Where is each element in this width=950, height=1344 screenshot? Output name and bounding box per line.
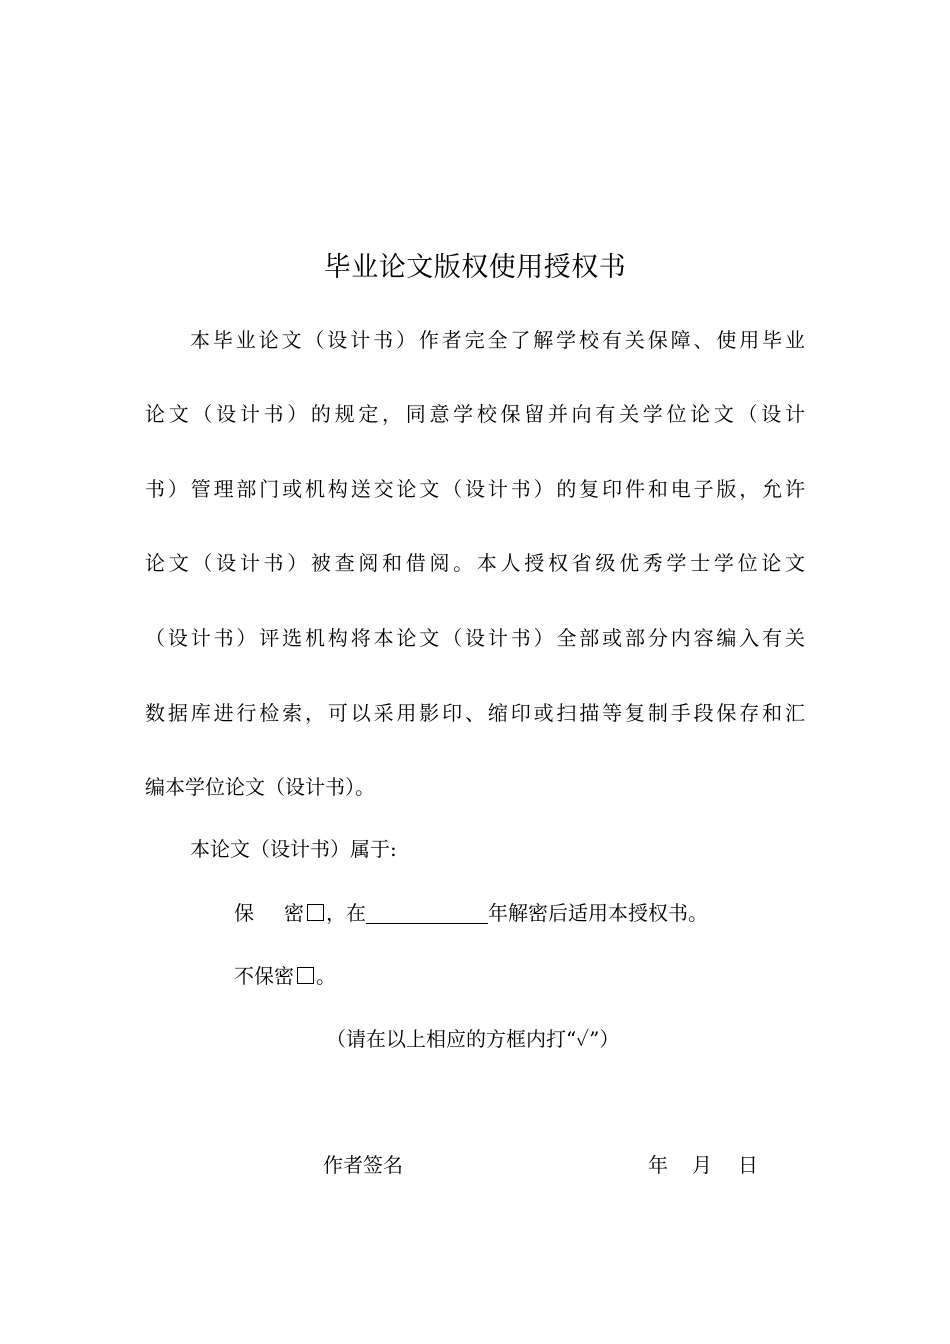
signature-day-label: 日: [738, 1153, 758, 1177]
option-secret-tail: 年解密后适用本授权书。: [488, 901, 708, 925]
paragraph-line-1: 本毕业论文（设计书）作者完全了解学校有关保障、使用毕业: [190, 328, 805, 352]
belongs-to-label: 本论文（设计书）属于:: [190, 837, 397, 861]
option-not-secret-label: 不保密: [234, 964, 294, 988]
unseal-year-blank[interactable]: [366, 901, 488, 924]
paragraph-line-2: 论文（设计书）的规定，同意学校保留并向有关学位论文（设计: [145, 402, 805, 426]
document-title: 毕业论文版权使用授权书: [323, 252, 627, 283]
paragraph-line-4: 论文（设计书）被查阅和借阅。本人授权省级优秀学士学位论文: [145, 551, 805, 575]
paragraph-line-5: （设计书）评选机构将本论文（设计书）全部或部分内容编入有关: [145, 626, 805, 650]
secret-checkbox[interactable]: [307, 904, 324, 921]
option-secret-label-a: 保: [234, 901, 254, 925]
checkmark-instruction: （请在以上相应的方框内打“✓”）: [326, 1027, 620, 1051]
paragraph-line-7: 编本学位论文（设计书）。: [145, 775, 375, 799]
option-not-secret-row: [234, 961, 336, 991]
option-secret-row: [234, 898, 708, 928]
not-secret-checkbox[interactable]: [297, 967, 314, 984]
paragraph-line-3: 书）管理部门或机构送交论文（设计书）的复印件和电子版，允许: [145, 477, 805, 501]
signature-year-label: 年: [648, 1153, 668, 1177]
signature-month-label: 月: [692, 1153, 712, 1177]
paragraph-line-6: 数据库进行检索，可以采用影印、缩印或扫描等复制手段保存和汇: [145, 701, 805, 725]
option-secret-after-box: ，在: [326, 901, 366, 925]
option-not-secret-tail: 。: [316, 964, 336, 988]
option-secret-label-b: 密: [284, 901, 304, 925]
signature-label: 作者签名: [323, 1153, 403, 1177]
